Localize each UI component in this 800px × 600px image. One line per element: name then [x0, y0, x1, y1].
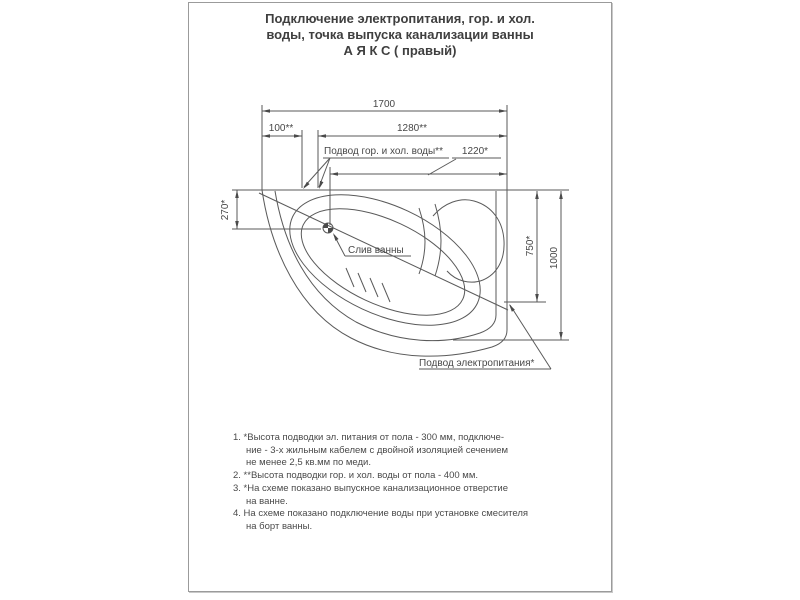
note-4-line-1: 4. На схеме показано подключение воды при установке смесителя — [233, 508, 529, 520]
tub-bowl — [270, 168, 501, 352]
note-2-line-1: 2. **Высота подводки гор. и хол. воды от пола - 400 мм. — [233, 470, 479, 482]
note-3-line-1: 3. *На схеме показано выпускное канализационное отверстие — [233, 482, 508, 494]
drain-symbol — [323, 223, 333, 233]
note-1-line-1: 1. *Высота подводки эл. питания от пола - 300 мм, подключе- — [233, 432, 504, 443]
tub-outer-rim — [262, 190, 507, 356]
note-1-line-3: не менее 2,5 кв.мм по меди. — [246, 457, 371, 469]
tub-bowl-inner — [285, 187, 480, 338]
dim-750-label: 750* — [525, 235, 536, 257]
dimension-1000 — [453, 191, 569, 340]
note-4-line-2: на борт ванны. — [246, 520, 313, 532]
drain-callout — [331, 232, 411, 256]
dim-1220-label: 1220* — [461, 146, 489, 157]
bathtub-outline — [232, 168, 569, 356]
dimension-1700 — [262, 99, 507, 190]
tub-divider-2 — [435, 204, 441, 276]
power-supply-label: Подвод электропитания* — [419, 358, 535, 369]
title-line-3: А Я К С ( правый) — [343, 43, 457, 58]
note-1-line-2: ние - 3-х жильным кабелем с двойной изоляцией сечением — [246, 444, 509, 456]
note-3-line-2: на ванне. — [246, 495, 288, 507]
dimension-750 — [504, 191, 546, 302]
water-supply-callout — [302, 146, 449, 190]
title-line-2: воды, точка выпуска канализации ванны — [266, 27, 534, 42]
drain-label: Слив ванны — [348, 245, 404, 256]
dim-1280-label: 1280** — [396, 123, 428, 134]
dim-1000-label: 1000 — [549, 246, 560, 270]
tub-hatch-marks — [346, 268, 390, 302]
dim-100-label: 100** — [268, 123, 294, 134]
dim-1700-label: 1700 — [372, 99, 396, 110]
dim-270-label: 270* — [220, 199, 231, 221]
tub-headrest — [433, 200, 504, 282]
power-supply-callout — [419, 303, 551, 369]
dimension-100 — [262, 123, 302, 188]
water-supply-label: Подвод гор. и хол. воды** — [324, 146, 443, 157]
dimension-270 — [220, 190, 321, 229]
tub-divider-1 — [419, 208, 425, 274]
title-line-1: Подключение электропитания, гор. и хол. — [265, 11, 535, 26]
